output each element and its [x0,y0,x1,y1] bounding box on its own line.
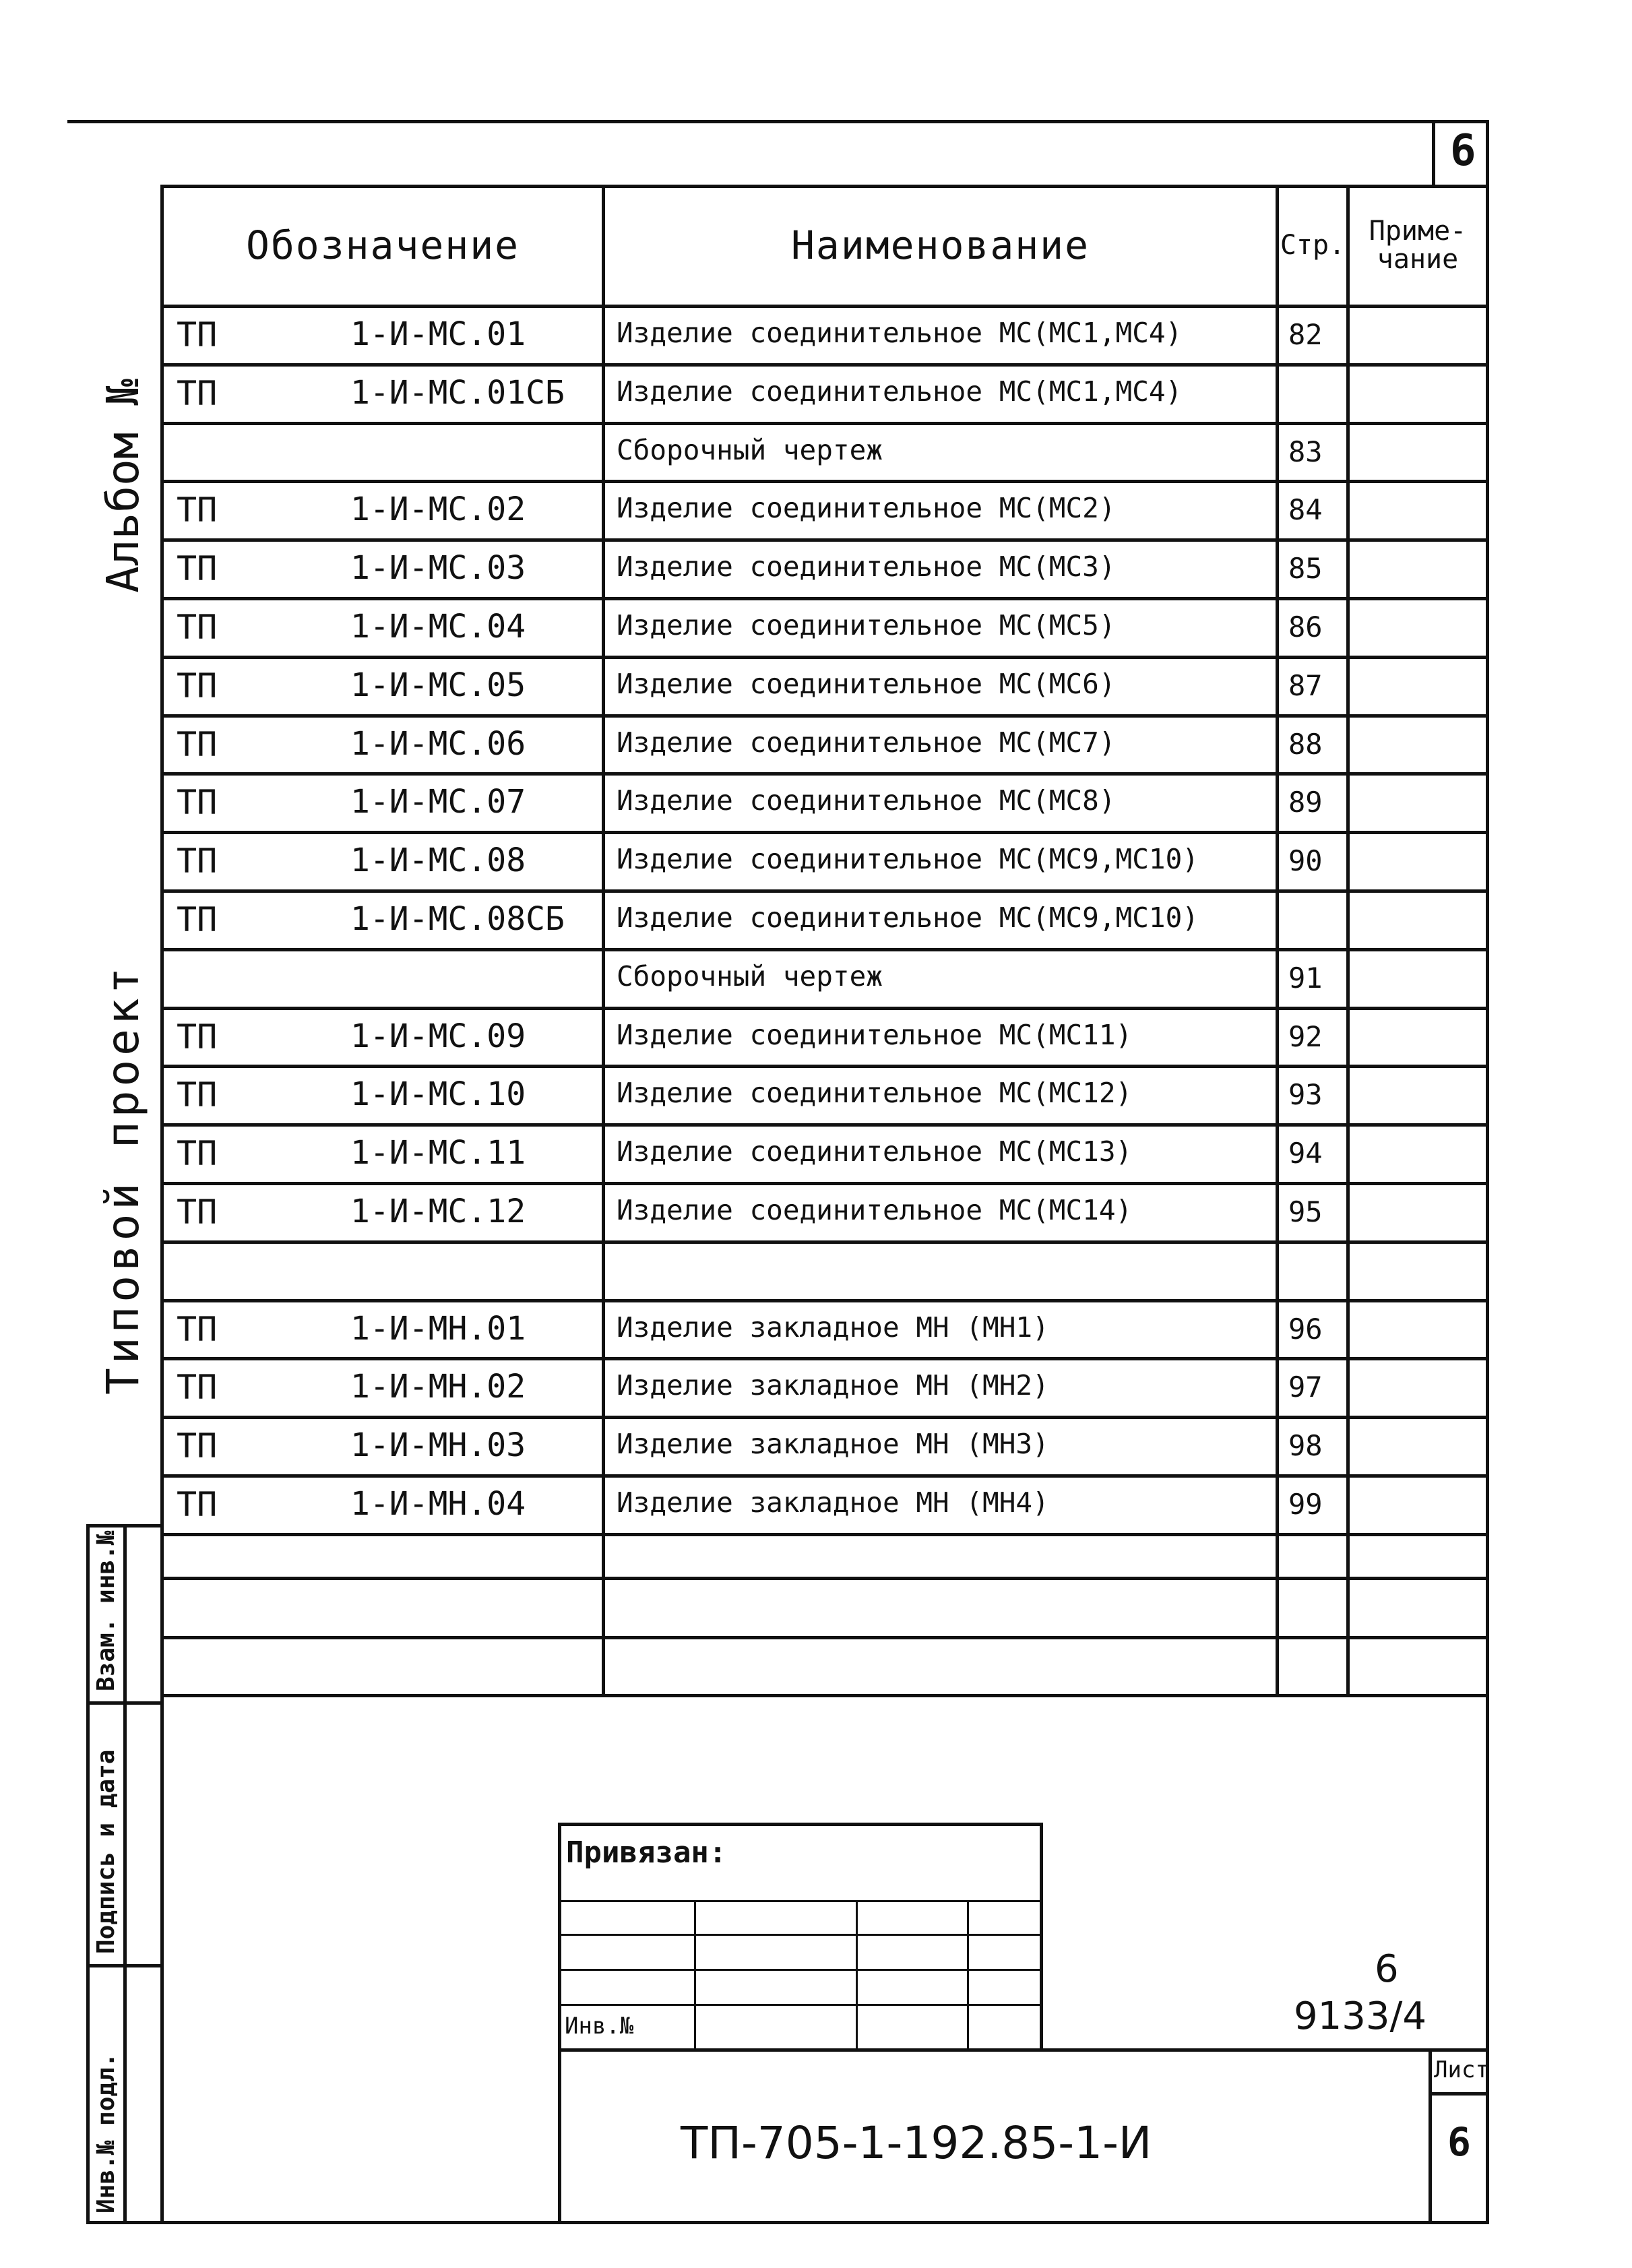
stamp-podpis-data: Подпись и дата [92,1749,120,1954]
row-line [164,1007,1486,1010]
row-name: Изделие соединительное МС(МС1,МС4) [617,375,1183,408]
sheet-box-left [1432,120,1435,185]
row-code: 1-И-МС.10 [350,1075,526,1114]
header-name: Наименование [790,222,1090,268]
row-line [164,714,1486,718]
row-page: 98 [1288,1429,1323,1463]
extra-row-line-1 [160,1577,1489,1580]
row-code: 1-И-МС.08СБ [350,900,565,938]
row-prefix: ТП [177,900,218,939]
stamp-top [86,1524,162,1527]
sheet-label: Лист [1434,2056,1489,2083]
row-page: 90 [1288,844,1323,878]
row-code: 1-И-МС.01 [350,315,526,353]
handwritten-number: 6 [1375,1947,1399,1991]
row-line [164,772,1486,776]
sheet-box-right [1486,120,1489,185]
row-code: 1-И-МН.01 [350,1309,526,1348]
row-name: Сборочный чертеж [617,433,883,466]
row-name: Изделие соединительное МС(МС9,МС10) [617,902,1199,934]
sheet-cell-left [1429,2048,1432,2221]
row-name: Изделие соединительное МС(МС12) [617,1077,1133,1110]
row-line [164,889,1486,893]
title-block-top [558,2048,1489,2052]
row-name: Изделие соединительное МС(МС13) [617,1135,1133,1168]
col-sep-page [1346,185,1350,1694]
row-page: 86 [1288,610,1323,643]
binding-inv-label: Инв.№ [565,2013,634,2040]
row-line [164,1416,1486,1419]
row-page: 96 [1288,1312,1323,1346]
row-name: Изделие соединительное МС(МС3) [617,550,1116,584]
frame-right-border [1486,185,1489,2221]
header-designation: Обозначение [245,222,520,268]
row-prefix: ТП [177,1017,218,1057]
row-page: 87 [1288,668,1323,702]
row-prefix: ТП [177,549,218,589]
row-prefix: ТП [177,1075,218,1115]
row-code: 1-И-МС.04 [350,608,526,645]
row-page: 88 [1288,727,1323,761]
archive-number: 9133/4 [1294,1994,1427,2038]
stamp-div-2 [86,1964,162,1967]
binding-left [558,1823,561,2221]
row-name: Изделие соединительное МС(МС8) [617,784,1116,817]
binding-grid-h4 [558,2004,1042,2006]
row-code: 1-И-МС.09 [350,1017,526,1055]
sheet-number: 6 [1450,126,1476,176]
col-sep-designation [602,185,605,1694]
row-page: 82 [1288,318,1323,351]
row-prefix: ТП [177,783,218,823]
row-code: 1-И-МС.07 [350,783,526,821]
stamp-outer-left [86,1524,90,2221]
row-page: 89 [1288,786,1323,819]
row-prefix: ТП [177,1426,218,1466]
binding-grid-h1 [558,1900,1042,1902]
row-code: 1-И-МС.06 [350,724,526,763]
binding-title: Привязан: [566,1835,727,1870]
row-name: Изделие соединительное МС(МС9,МС10) [617,843,1199,876]
row-name: Изделие закладное МН (МН1) [617,1311,1049,1344]
row-page: 94 [1288,1137,1323,1170]
header-note: Приме- чание [1369,216,1467,275]
top-frame-line [67,120,1489,123]
row-page: 97 [1288,1371,1323,1404]
row-prefix: ТП [177,1309,218,1349]
row-code: 1-И-МС.02 [350,491,526,529]
binding-grid-v3 [967,1900,969,2048]
row-page: 85 [1288,552,1323,586]
sheet-value: 6 [1447,2119,1471,2165]
row-prefix: ТП [177,1134,218,1174]
row-code: 1-И-МС.05 [350,666,526,704]
binding-top [558,1823,1043,1826]
row-page: 91 [1288,961,1323,995]
row-page: 92 [1288,1019,1323,1053]
row-name: Изделие соединительное МС(МС1,МС4) [617,317,1183,349]
row-line [164,831,1486,834]
row-line [164,1123,1486,1127]
header-page: Стр. [1280,230,1346,261]
row-name: Сборочный чертеж [617,959,883,993]
extra-row-line-3 [160,1694,1489,1697]
sheet-cell-divider [1429,2092,1489,2096]
row-line [164,1240,1486,1244]
row-name: Изделие соединительное МС(МС5) [617,609,1116,641]
row-line [164,1357,1486,1360]
row-line [164,538,1486,542]
row-line [164,597,1486,600]
binding-grid-h3 [558,1969,1042,1971]
binding-grid-h2 [558,1934,1042,1936]
row-line [164,656,1486,659]
frame-bottom-border [86,2221,1489,2224]
row-line [164,948,1486,951]
row-line [164,1533,1486,1536]
row-line [164,1474,1486,1478]
row-prefix: ТП [177,315,218,354]
row-line [164,422,1486,425]
album-label: Альбом № [97,379,149,593]
row-code: 1-И-МН.04 [350,1485,526,1523]
row-line [164,1182,1486,1185]
row-page: 83 [1288,435,1323,468]
row-code: 1-И-МН.03 [350,1426,526,1465]
row-prefix: ТП [177,608,218,647]
typical-project-label: Типовой проект [97,963,149,1395]
binding-grid-v2 [856,1900,858,2048]
row-code: 1-И-МС.11 [350,1134,526,1172]
row-prefix: ТП [177,491,218,530]
row-code: 1-И-МС.08 [350,842,526,880]
row-prefix: ТП [177,1368,218,1408]
row-prefix: ТП [177,1193,218,1232]
row-prefix: ТП [177,1485,218,1524]
binding-grid-v1 [694,1900,696,2048]
row-name: Изделие соединительное МС(МС6) [617,667,1116,700]
row-name: Изделие соединительное МС(МС2) [617,492,1116,525]
row-prefix: ТП [177,373,218,413]
row-name: Изделие соединительное МС(МС14) [617,1194,1133,1226]
stamp-div-1 [86,1701,162,1705]
row-line [164,480,1486,483]
row-name: Изделие закладное МН (МН3) [617,1428,1049,1461]
extra-row-line-2 [160,1636,1489,1639]
row-prefix: ТП [177,724,218,764]
stamp-inner-left [123,1524,127,2221]
col-sep-name [1276,185,1279,1694]
row-page: 93 [1288,1078,1323,1112]
stamp-inv-podl: Инв.№ подл. [92,2052,120,2213]
row-line [164,1065,1486,1068]
row-code: 1-И-МН.02 [350,1368,526,1406]
row-prefix: ТП [177,666,218,705]
row-code: 1-И-МС.12 [350,1193,526,1230]
row-page: 84 [1288,493,1323,527]
row-line [164,1299,1486,1302]
row-name: Изделие закладное МН (МН4) [617,1486,1049,1519]
row-line [164,363,1486,367]
row-name: Изделие закладное МН (МН2) [617,1369,1049,1402]
frame-left-border [160,185,164,2221]
row-page: 95 [1288,1195,1323,1228]
row-prefix: ТП [177,842,218,881]
row-name: Изделие соединительное МС(МС7) [617,726,1116,759]
header-bottom [160,305,1489,308]
stamp-vzam-inv: Взам. инв.№ [92,1530,120,1691]
row-page: 99 [1288,1488,1323,1521]
row-name: Изделие соединительное МС(МС11) [617,1018,1133,1051]
row-code: 1-И-МС.03 [350,549,526,588]
row-code: 1-И-МС.01СБ [350,373,565,412]
document-code: ТП-705-1-192.85-1-И [681,2117,1152,2169]
